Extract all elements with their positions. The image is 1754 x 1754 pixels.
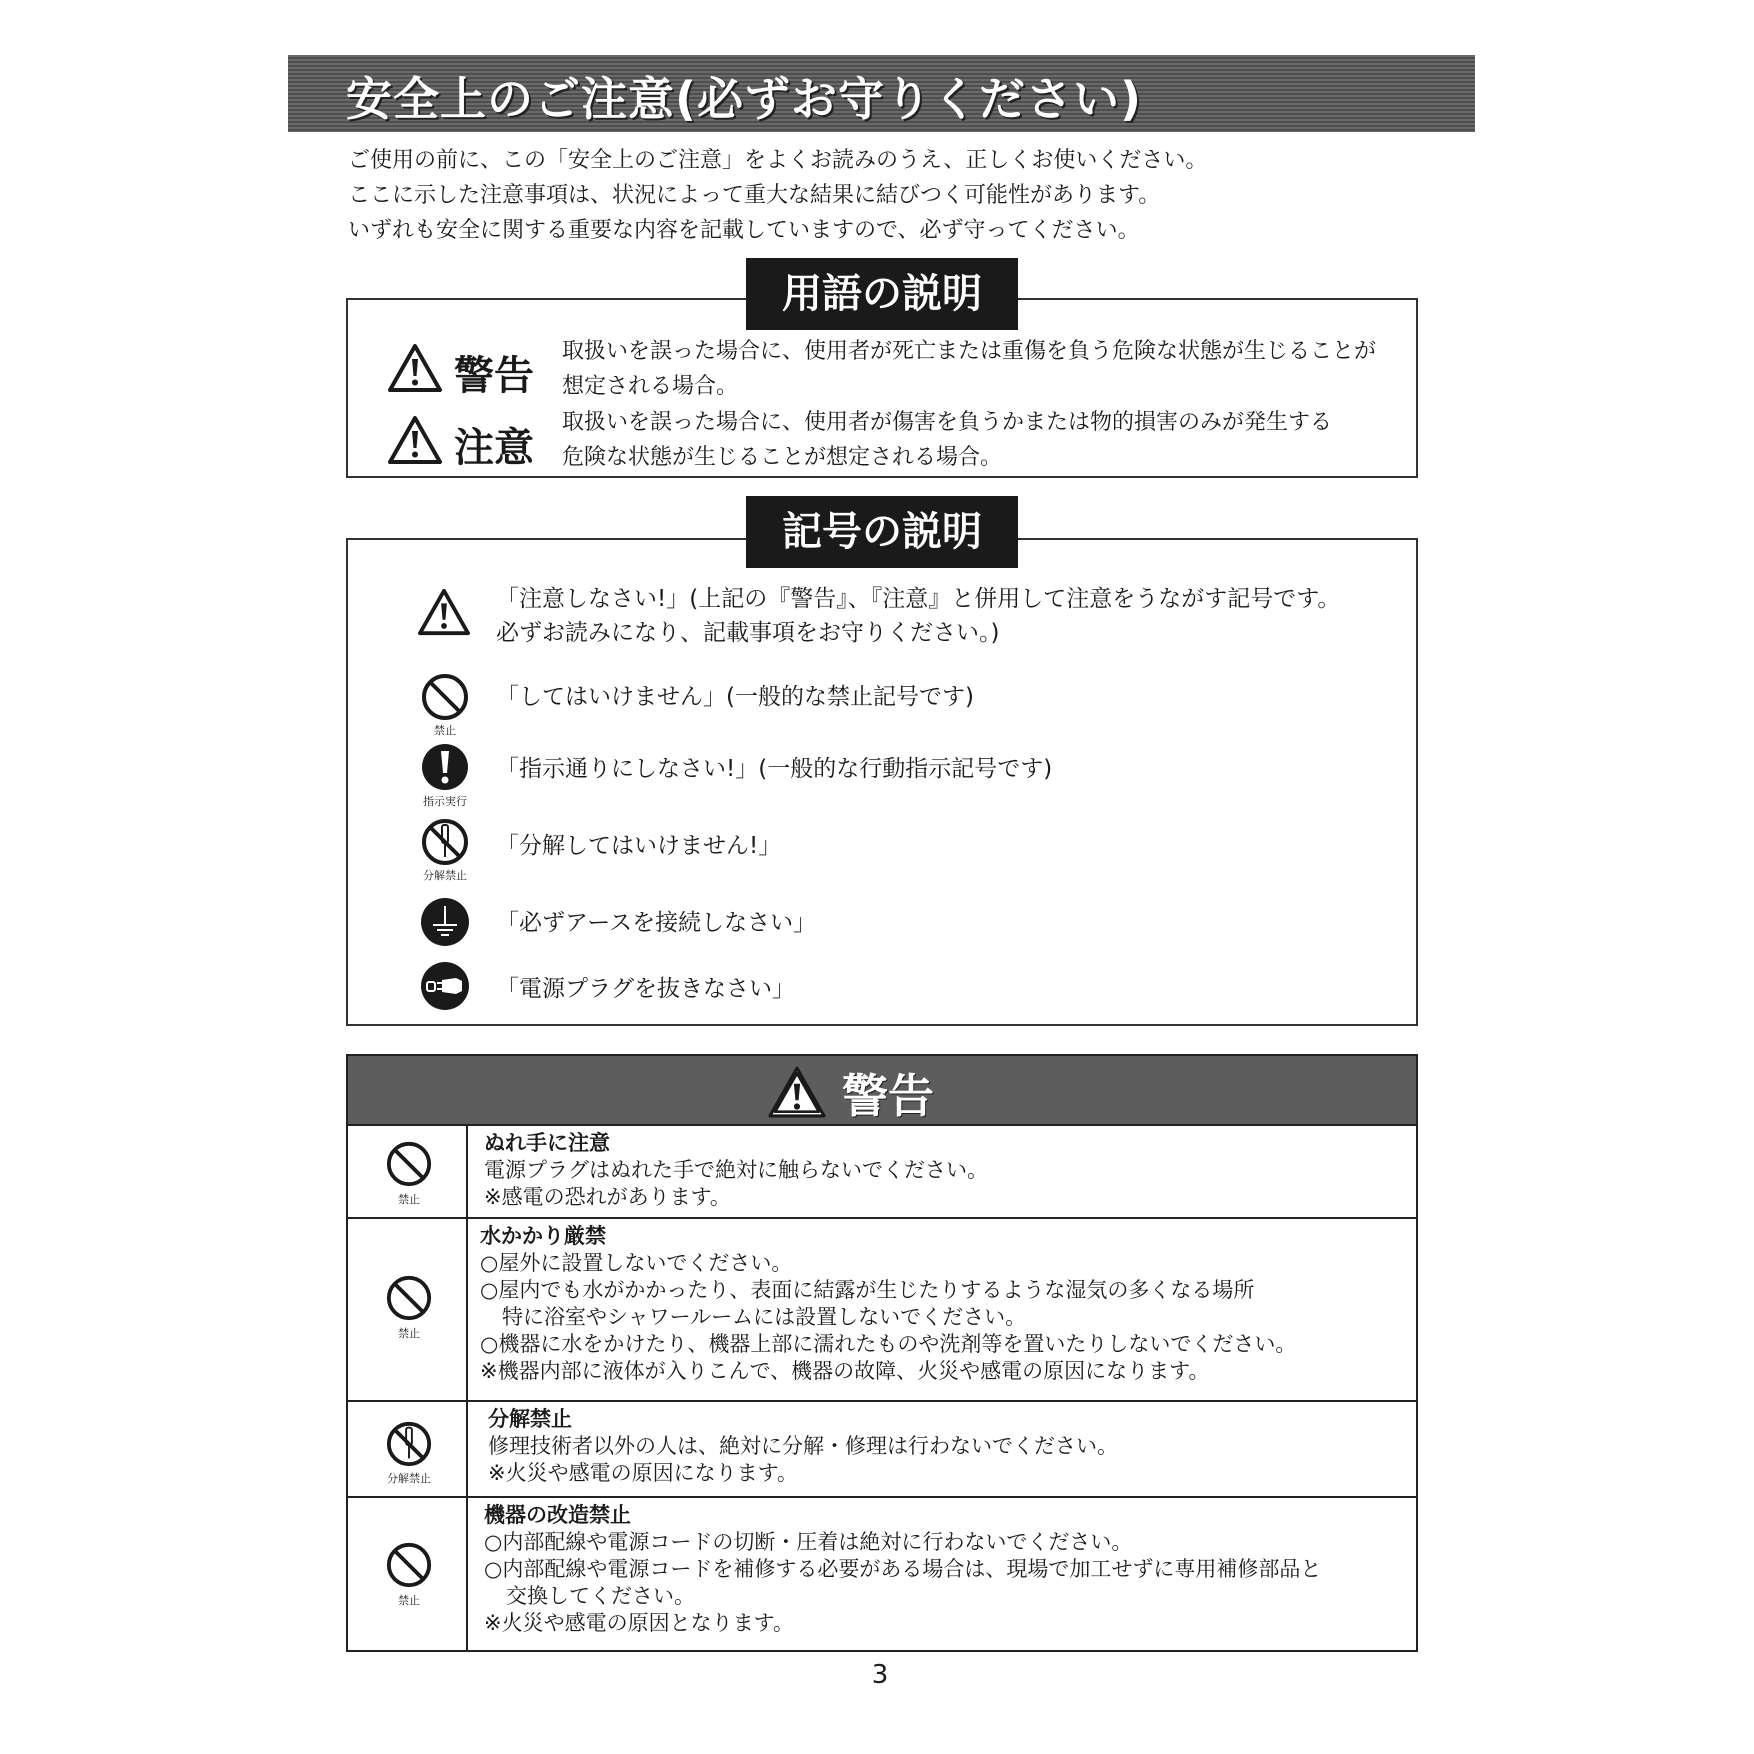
- warning-row-line: ○内部配線や電源コードを補修する必要がある場合は、現場で加工せずに専用補修部品と: [484, 1557, 1322, 1581]
- warning-term-desc: [562, 334, 1376, 404]
- caution-triangle-icon: [766, 1065, 828, 1119]
- warning-row: [348, 1498, 1416, 1650]
- prohibition-caption: 禁止: [398, 1193, 420, 1206]
- unplug-icon: [420, 961, 470, 1011]
- prohibition-icon: [385, 1541, 433, 1589]
- warning-row-text: [484, 1130, 988, 1211]
- symbol-no-disassembly-desc: 「分解してはいけません!」: [496, 833, 782, 859]
- warning-table-header: [348, 1056, 1416, 1126]
- instruction-caption: 指示実行: [423, 795, 467, 808]
- warning-row: [348, 1219, 1416, 1402]
- symbol-ground-desc: 「必ずアースを接続しなさい」: [496, 910, 817, 936]
- prohibition-caption: 禁止: [398, 1327, 420, 1340]
- warning-row-line: ○内部配線や電源コードの切断・圧着は絶対に行わないでください。: [484, 1530, 1133, 1554]
- warning-row-icon-cell: [348, 1219, 468, 1400]
- warning-row: [348, 1126, 1416, 1219]
- warning-row-line: ※火災や感電の原因となります。: [484, 1611, 794, 1635]
- warning-row-icon-cell: [348, 1498, 468, 1650]
- prohibition-caption: 禁止: [398, 1594, 420, 1607]
- symbols-heading: 記号の説明: [746, 496, 1018, 568]
- page-title: 安全上のご注意(必ずお守りください): [346, 72, 1143, 126]
- warning-row-line: 特に浴室やシャワールームには設置しないでください。: [502, 1305, 1027, 1329]
- warning-table-title: 警告: [842, 1069, 934, 1123]
- symbol-desc-line: 「注意しなさい!」(上記の『警告』、『注意』と併用して注意をうながす記号です。: [496, 586, 1341, 612]
- warning-row-line: 修理技術者以外の人は、絶対に分解・修理は行わないでください。: [488, 1434, 1118, 1458]
- warning-row-heading: ぬれ手に注意: [484, 1131, 610, 1155]
- warning-row: [348, 1402, 1416, 1498]
- warning-term-line: 想定される場合。: [562, 374, 739, 399]
- intro-line-2: ここに示した注意事項は、状況によって重大な結果に結びつく可能性があります。: [348, 183, 1161, 208]
- caution-triangle-icon: [386, 342, 444, 394]
- warning-row-heading: 機器の改造禁止: [484, 1503, 631, 1527]
- symbol-prohibition-desc: 「してはいけません」(一般的な禁止記号です): [496, 684, 974, 710]
- warning-row-line: ※火災や感電の原因になります。: [488, 1461, 798, 1485]
- warning-row-icon-cell: [348, 1402, 468, 1496]
- caution-term-desc: [562, 405, 1332, 475]
- intro-line-3: いずれも安全に関する重要な内容を記載していますので、必ず守ってください。: [348, 218, 1140, 243]
- symbol-desc-line: 必ずお読みになり、記載事項をお守りください。): [496, 620, 1000, 646]
- caution-term-line: 取扱いを誤った場合に、使用者が傷害を負うかまたは物的損害のみが発生する: [562, 410, 1333, 435]
- no-disassembly-caption: 分解禁止: [423, 869, 467, 882]
- warning-row-text: [480, 1223, 1296, 1385]
- warning-row-heading: 水かかり厳禁: [480, 1224, 606, 1248]
- no-disassembly-icon: [385, 1420, 433, 1468]
- caution-triangle-icon: [386, 414, 444, 466]
- warning-row-line: ○屋外に設置しないでください。: [480, 1251, 793, 1275]
- prohibition-caption: 禁止: [434, 724, 456, 737]
- warning-table: [346, 1054, 1418, 1652]
- no-disassembly-icon: [420, 817, 470, 867]
- warning-row-line: ※機器内部に液体が入りこんで、機器の故障、火災や感電の原因になります。: [480, 1359, 1210, 1383]
- ground-icon: [420, 897, 470, 947]
- warning-row-line: ○屋内でも水がかかったり、表面に結露が生じたりするような湿気の多くなる場所: [480, 1278, 1255, 1302]
- caution-term-label: 注意: [454, 425, 534, 471]
- warning-term-line: 取扱いを誤った場合に、使用者が死亡または重傷を負う危険な状態が生じることが: [562, 339, 1377, 364]
- warning-row-heading: 分解禁止: [488, 1407, 572, 1431]
- warning-row-text: [488, 1406, 1118, 1487]
- warning-row-line: ○機器に水をかけたり、機器上部に濡れたものや洗剤等を置いたりしないでください。: [480, 1332, 1297, 1356]
- symbol-caution-desc: [496, 582, 1340, 650]
- warning-term-label: 警告: [454, 353, 534, 399]
- caution-term-line: 危険な状態が生じることが想定される場合。: [562, 445, 1003, 470]
- warning-row-icon-cell: [348, 1126, 468, 1217]
- terms-heading: 用語の説明: [746, 258, 1018, 330]
- prohibition-icon: [385, 1274, 433, 1322]
- symbol-unplug-desc: 「電源プラグを抜きなさい」: [496, 976, 795, 1002]
- symbol-instruction-desc: 「指示通りにしなさい!」(一般的な行動指示記号です): [496, 756, 1053, 782]
- prohibition-icon: [420, 672, 470, 722]
- page-number: 3: [871, 1660, 889, 1690]
- caution-triangle-icon: [416, 587, 472, 637]
- warning-row-text: [484, 1502, 1321, 1637]
- warning-row-line: 交換してください。: [506, 1584, 695, 1608]
- instruction-icon: [420, 742, 470, 792]
- no-disassembly-caption: 分解禁止: [387, 1472, 431, 1485]
- intro-line-1: ご使用の前に、この「安全上のご注意」をよくお読みのうえ、正しくお使いください。: [348, 148, 1208, 173]
- prohibition-icon: [385, 1140, 433, 1188]
- title-banner: [288, 55, 1475, 132]
- warning-row-line: 電源プラグはぬれた手で絶対に触らないでください。: [484, 1158, 988, 1182]
- warning-row-line: ※感電の恐れがあります。: [484, 1185, 731, 1209]
